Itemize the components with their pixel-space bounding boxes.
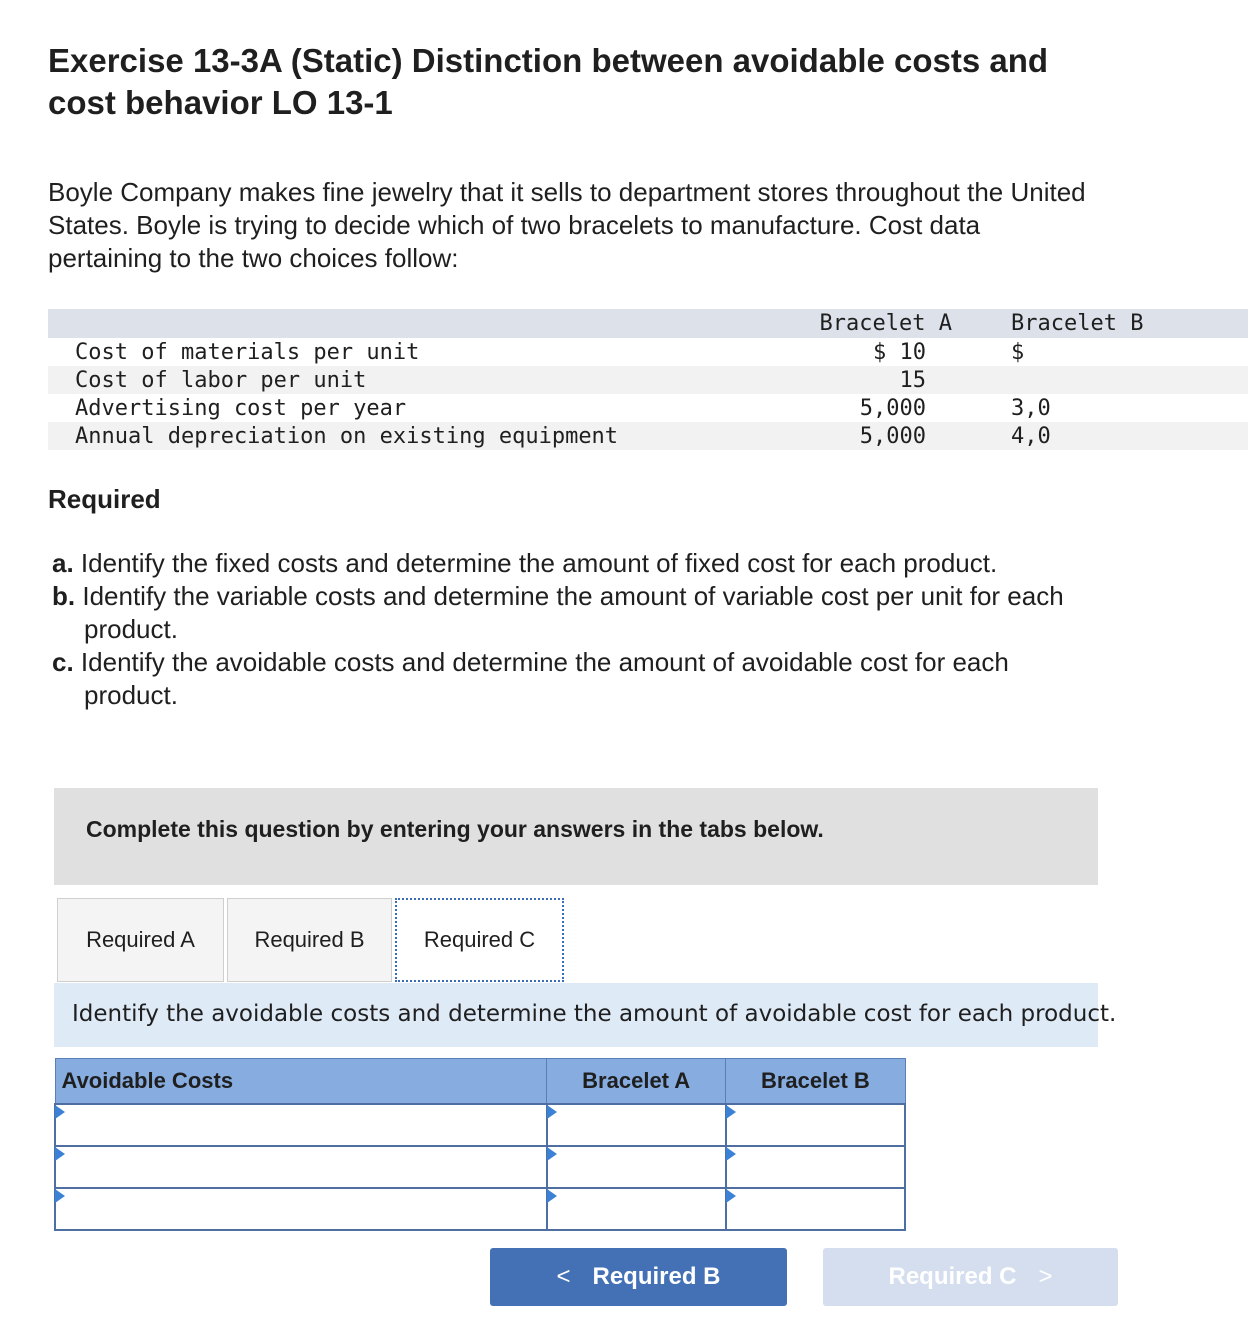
cost-row (48, 394, 1248, 422)
header-avoidable-costs: Avoidable Costs (55, 1059, 547, 1105)
chevron-left-icon: < (556, 1263, 571, 1290)
input-marker-icon (547, 1147, 557, 1161)
answer-cell (726, 1146, 905, 1188)
bracelet-b-amount-input[interactable] (727, 1147, 904, 1187)
table-row (55, 1188, 905, 1230)
next-button-label: Required C (888, 1263, 1017, 1290)
answer-cell (55, 1104, 547, 1146)
input-marker-icon (547, 1105, 557, 1119)
answer-cell (547, 1104, 726, 1146)
avoidable-costs-table (54, 1058, 906, 1231)
input-marker-icon (726, 1147, 736, 1161)
answer-cell (726, 1104, 905, 1146)
required-letter: a. (52, 548, 74, 578)
tab-label: Required C (423, 927, 536, 952)
input-marker-icon (55, 1105, 65, 1119)
cost-row-value-a: 15 (899, 368, 926, 393)
table-row (55, 1146, 905, 1188)
answer-cell (55, 1188, 547, 1230)
prev-button-label: Required B (592, 1263, 721, 1290)
prev-required-b-button[interactable] (490, 1248, 787, 1306)
required-text: Identify the avoidable costs and determine the amount of avoidable cost for each product. (80, 647, 1009, 710)
required-item-b (52, 580, 1092, 646)
cost-row (48, 366, 1248, 394)
required-item-c (52, 646, 1092, 712)
required-heading: Required (48, 484, 161, 514)
cost-row-value-b: 4,0 (1011, 424, 1051, 449)
avoidable-cost-name-input[interactable] (56, 1189, 546, 1229)
answer-cell (726, 1188, 905, 1230)
problem-intro: Boyle Company makes fine jewelry that it sells to department stores throughout the United States. Boyle is trying to decide which of two bracelets to manufacture. Cost data pertaining to the two choices follow: (48, 177, 1086, 273)
cost-row (48, 422, 1248, 450)
cost-row-value-a: $ 10 (873, 340, 926, 365)
tab-required-a[interactable] (57, 898, 224, 982)
cost-row-label: Cost of labor per unit (75, 368, 367, 393)
bracelet-b-amount-input[interactable] (727, 1105, 904, 1145)
required-letter: b. (52, 581, 76, 611)
avoidable-cost-name-input[interactable] (56, 1105, 546, 1145)
answer-cell (55, 1146, 547, 1188)
required-list (52, 547, 1092, 712)
input-marker-icon (55, 1147, 65, 1161)
page-title: Exercise 13-3A (Static) Distinction between avoidable costs and cost behavior LO 13-1 (48, 42, 1049, 121)
next-required-c-button (823, 1248, 1118, 1306)
answer-cell (547, 1146, 726, 1188)
answer-table-header (55, 1059, 905, 1105)
header-bracelet-b: Bracelet B (726, 1059, 905, 1105)
cost-row-label: Advertising cost per year (75, 396, 407, 421)
tab-required-c[interactable] (395, 898, 564, 982)
answer-cell (547, 1188, 726, 1230)
required-item-a (52, 547, 1092, 580)
header-bracelet-a: Bracelet A (547, 1059, 726, 1105)
bracelet-a-amount-input[interactable] (548, 1147, 725, 1187)
input-marker-icon (726, 1105, 736, 1119)
table-row (55, 1104, 905, 1146)
tab-required-b[interactable] (227, 898, 392, 982)
instruction-banner (54, 788, 1098, 885)
bracelet-b-amount-input[interactable] (727, 1189, 904, 1229)
input-marker-icon (547, 1189, 557, 1203)
avoidable-cost-name-input[interactable] (56, 1147, 546, 1187)
bracelet-a-amount-input[interactable] (548, 1105, 725, 1145)
bracelet-a-amount-input[interactable] (548, 1189, 725, 1229)
input-marker-icon (726, 1189, 736, 1203)
cost-data-table (48, 309, 1144, 451)
cost-row-value-a: 5,000 (859, 396, 926, 421)
col-header-bracelet-b: Bracelet B (1011, 311, 1144, 336)
cost-row (48, 338, 1248, 366)
cost-row-value-a: 5,000 (859, 424, 926, 449)
cost-row-label: Annual depreciation on existing equipment (75, 424, 619, 449)
cost-row-value-b: 3,0 (1011, 396, 1051, 421)
tab-prompt-bar (54, 983, 1117, 1047)
cost-row-value-b: $ (1011, 340, 1025, 365)
col-header-bracelet-a: Bracelet A (819, 311, 952, 336)
chevron-right-icon: > (1038, 1263, 1053, 1290)
tab-prompt-text: Identify the avoidable costs and determine the amount of avoidable cost for each product. (72, 1001, 1117, 1027)
input-marker-icon (55, 1189, 65, 1203)
required-text: Identify the variable costs and determine the amount of variable cost per unit for each product. (82, 581, 1064, 644)
required-text: Identify the fixed costs and determine the amount of fixed cost for each product. (80, 548, 998, 578)
instruction-text: Complete this question by entering your answers in the tabs below. (86, 816, 824, 842)
cost-table-header (48, 309, 1248, 338)
cost-row-label: Cost of materials per unit (75, 340, 420, 365)
required-letter: c. (52, 647, 74, 677)
tab-label: Required A (86, 927, 195, 952)
tab-label: Required B (254, 927, 365, 952)
